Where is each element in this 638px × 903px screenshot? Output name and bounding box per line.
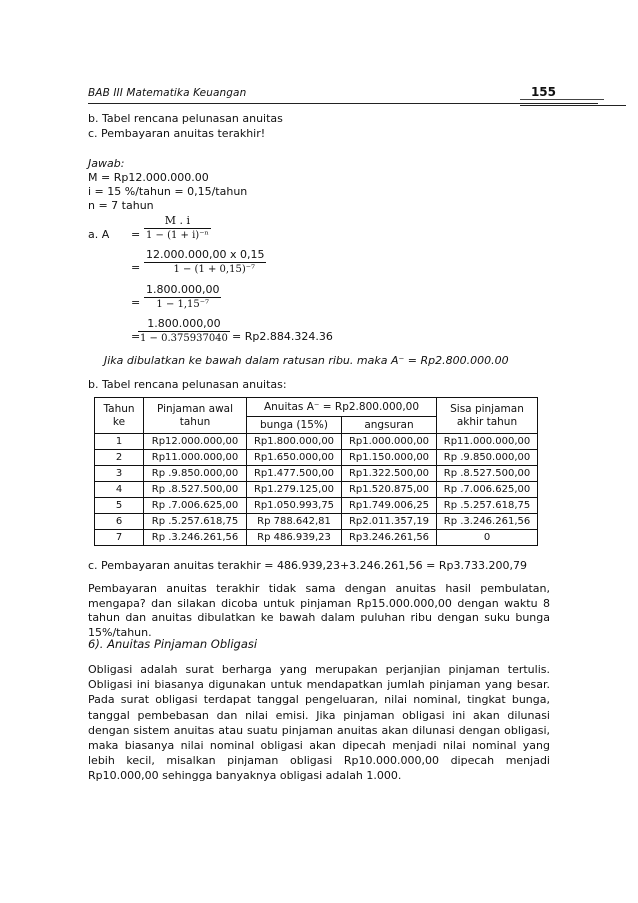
part-c-answer: c. Pembayaran anuitas terakhir = 486.939,23+3.246.261,56 = Rp3.733.200,79 [88, 559, 527, 572]
annuity-table [94, 397, 538, 546]
cell-remaining: Rp .7.006.625,00 [437, 482, 538, 498]
cell-year: 6 [95, 514, 144, 530]
cell-year: 5 [95, 498, 144, 514]
cell-remaining: Rp .8.527.500,00 [437, 466, 538, 482]
header-rule-accent [520, 105, 626, 106]
fraction-step-4 [138, 317, 230, 346]
header-rule-top-accent [520, 99, 604, 100]
cell-initial-loan: Rp .9.850.000,00 [144, 466, 247, 482]
cell-remaining: 0 [437, 530, 538, 546]
equals-sign: = [131, 261, 141, 274]
header-initial-loan: Pinjaman awal tahun [144, 398, 247, 434]
table-row [95, 466, 538, 482]
fraction-numerator: 1.800.000,00 [147, 317, 221, 330]
header-installment: angsuran [342, 417, 437, 434]
section-body: Obligasi adalah surat berharga yang merupakan perjanjian pinjaman tertulis. Obligasi ini biasanya digunakan untuk mendapatkan jumlah pinjaman yang besar. Pada surat obligasi terdapat tanggal pengeluaran, nilai nominal, tingkat bunga, tanggal pembebasan dan nilai emisi. Jika pinjaman obligasi ini akan dilunasi dengan sistem anuitas atau suatu pinjaman anuitas akan dilunasi dengan obligasi, maka biasanya nilai nominal obligasi akan dipecah menjadi nilai nominal yang lebih kecil, misalkan pinjaman obligasi Rp10.000.000,00 dipecah menjadi Rp10.000,00 sehingga banyaknya obligasi adalah 1.000. [88, 663, 550, 783]
question-c: c. Pembayaran anuitas terakhir! [88, 127, 266, 140]
cell-initial-loan: Rp .3.246.261,56 [144, 530, 247, 546]
cell-remaining: Rp .3.246.261,56 [437, 514, 538, 530]
cell-interest: Rp 486.939,23 [247, 530, 342, 546]
cell-installment: Rp1.150.000,00 [342, 450, 437, 466]
cell-initial-loan: Rp .7.006.625,00 [144, 498, 247, 514]
fraction-step-3 [144, 283, 221, 312]
cell-installment: Rp3.246.261,56 [342, 530, 437, 546]
table-row [95, 498, 538, 514]
cell-initial-loan: Rp11.000.000,00 [144, 450, 247, 466]
cell-year: 4 [95, 482, 144, 498]
exercise-paragraph: Pembayaran anuitas terakhir tidak sama dengan anuitas hasil pembulatan, mengapa? dan silakan dicoba untuk pinjaman Rp15.000.000,00 dengan waktu 8 tahun dan anuitas dibulatkan ke bawah dalam puluhan ribu dengan suku bunga 15%/tahun. [88, 582, 550, 639]
cell-interest: Rp1.800.000,00 [247, 434, 342, 450]
fraction-step-2 [144, 248, 266, 277]
cell-installment: Rp1.322.500,00 [342, 466, 437, 482]
formula-label-a: a. A [88, 228, 110, 241]
table-row [95, 514, 538, 530]
given-i: i = 15 %/tahun = 0,15/tahun [88, 185, 248, 198]
header-rule [88, 103, 598, 104]
fraction-numerator: 12.000.000,00 x 0,15 [146, 248, 265, 261]
page-header [88, 85, 556, 100]
annuity-result: = Rp2.884.324.36 [232, 330, 333, 343]
table-row [95, 434, 538, 450]
cell-year: 2 [95, 450, 144, 466]
rounding-note: Jika dibulatkan ke bawah dalam ratusan ribu. maka A⁻ = Rp2.800.000.00 [104, 354, 509, 367]
cell-interest: Rp1.279.125,00 [247, 482, 342, 498]
cell-initial-loan: Rp12.000.000,00 [144, 434, 247, 450]
equals-sign: = [131, 330, 141, 343]
cell-remaining: Rp .9.850.000,00 [437, 450, 538, 466]
fraction-denominator: 1 − (1 + i)⁻ⁿ [146, 230, 209, 241]
table-row [95, 482, 538, 498]
fraction-numerator: 1.800.000,00 [146, 283, 220, 296]
equals-sign: = [131, 296, 141, 309]
header-year: Tahun ke [95, 398, 144, 434]
section-title: 6). Anuitas Pinjaman Obligasi [88, 637, 258, 651]
cell-installment: Rp1.749.006,25 [342, 498, 437, 514]
cell-year: 3 [95, 466, 144, 482]
table-row [95, 450, 538, 466]
cell-year: 1 [95, 434, 144, 450]
equals-sign: = [131, 228, 141, 241]
fraction-denominator: 1 − (1 + 0,15)⁻⁷ [144, 262, 266, 277]
chapter-title: BAB III Matematika Keuangan [88, 87, 247, 99]
page-number: 155 [530, 85, 556, 99]
header-remaining: Sisa pinjaman akhir tahun [437, 398, 538, 434]
cell-interest: Rp1.050.993,75 [247, 498, 342, 514]
cell-remaining: Rp11.000.000,00 [437, 434, 538, 450]
cell-interest: Rp1.650.000,00 [247, 450, 342, 466]
cell-installment: Rp1.000.000,00 [342, 434, 437, 450]
solution-label: Jawab: [88, 157, 125, 170]
fraction-numerator: M . i [164, 214, 191, 227]
cell-initial-loan: Rp .8.527.500,00 [144, 482, 247, 498]
cell-interest: Rp 788.642,81 [247, 514, 342, 530]
cell-year: 7 [95, 530, 144, 546]
given-m: M = Rp12.000.000.00 [88, 171, 209, 184]
header-interest: bunga (15%) [247, 417, 342, 434]
fraction-denominator: 1 − 0.375937040 [140, 333, 228, 344]
table-row [95, 530, 538, 546]
cell-installment: Rp2.011.357,19 [342, 514, 437, 530]
cell-installment: Rp1.520.875,00 [342, 482, 437, 498]
cell-interest: Rp1.477.500,00 [247, 466, 342, 482]
cell-remaining: Rp .5.257.618,75 [437, 498, 538, 514]
fraction-step-1 [144, 214, 211, 243]
given-n: n = 7 tahun [88, 199, 154, 212]
table-heading: b. Tabel rencana pelunasan anuitas: [88, 378, 287, 391]
fraction-denominator: 1 − 1,15⁻⁷ [144, 297, 221, 312]
cell-initial-loan: Rp .5.257.618,75 [144, 514, 247, 530]
question-b: b. Tabel rencana pelunasan anuitas [88, 112, 283, 125]
header-annuity: Anuitas A⁻ = Rp2.800.000,00 [247, 398, 437, 417]
